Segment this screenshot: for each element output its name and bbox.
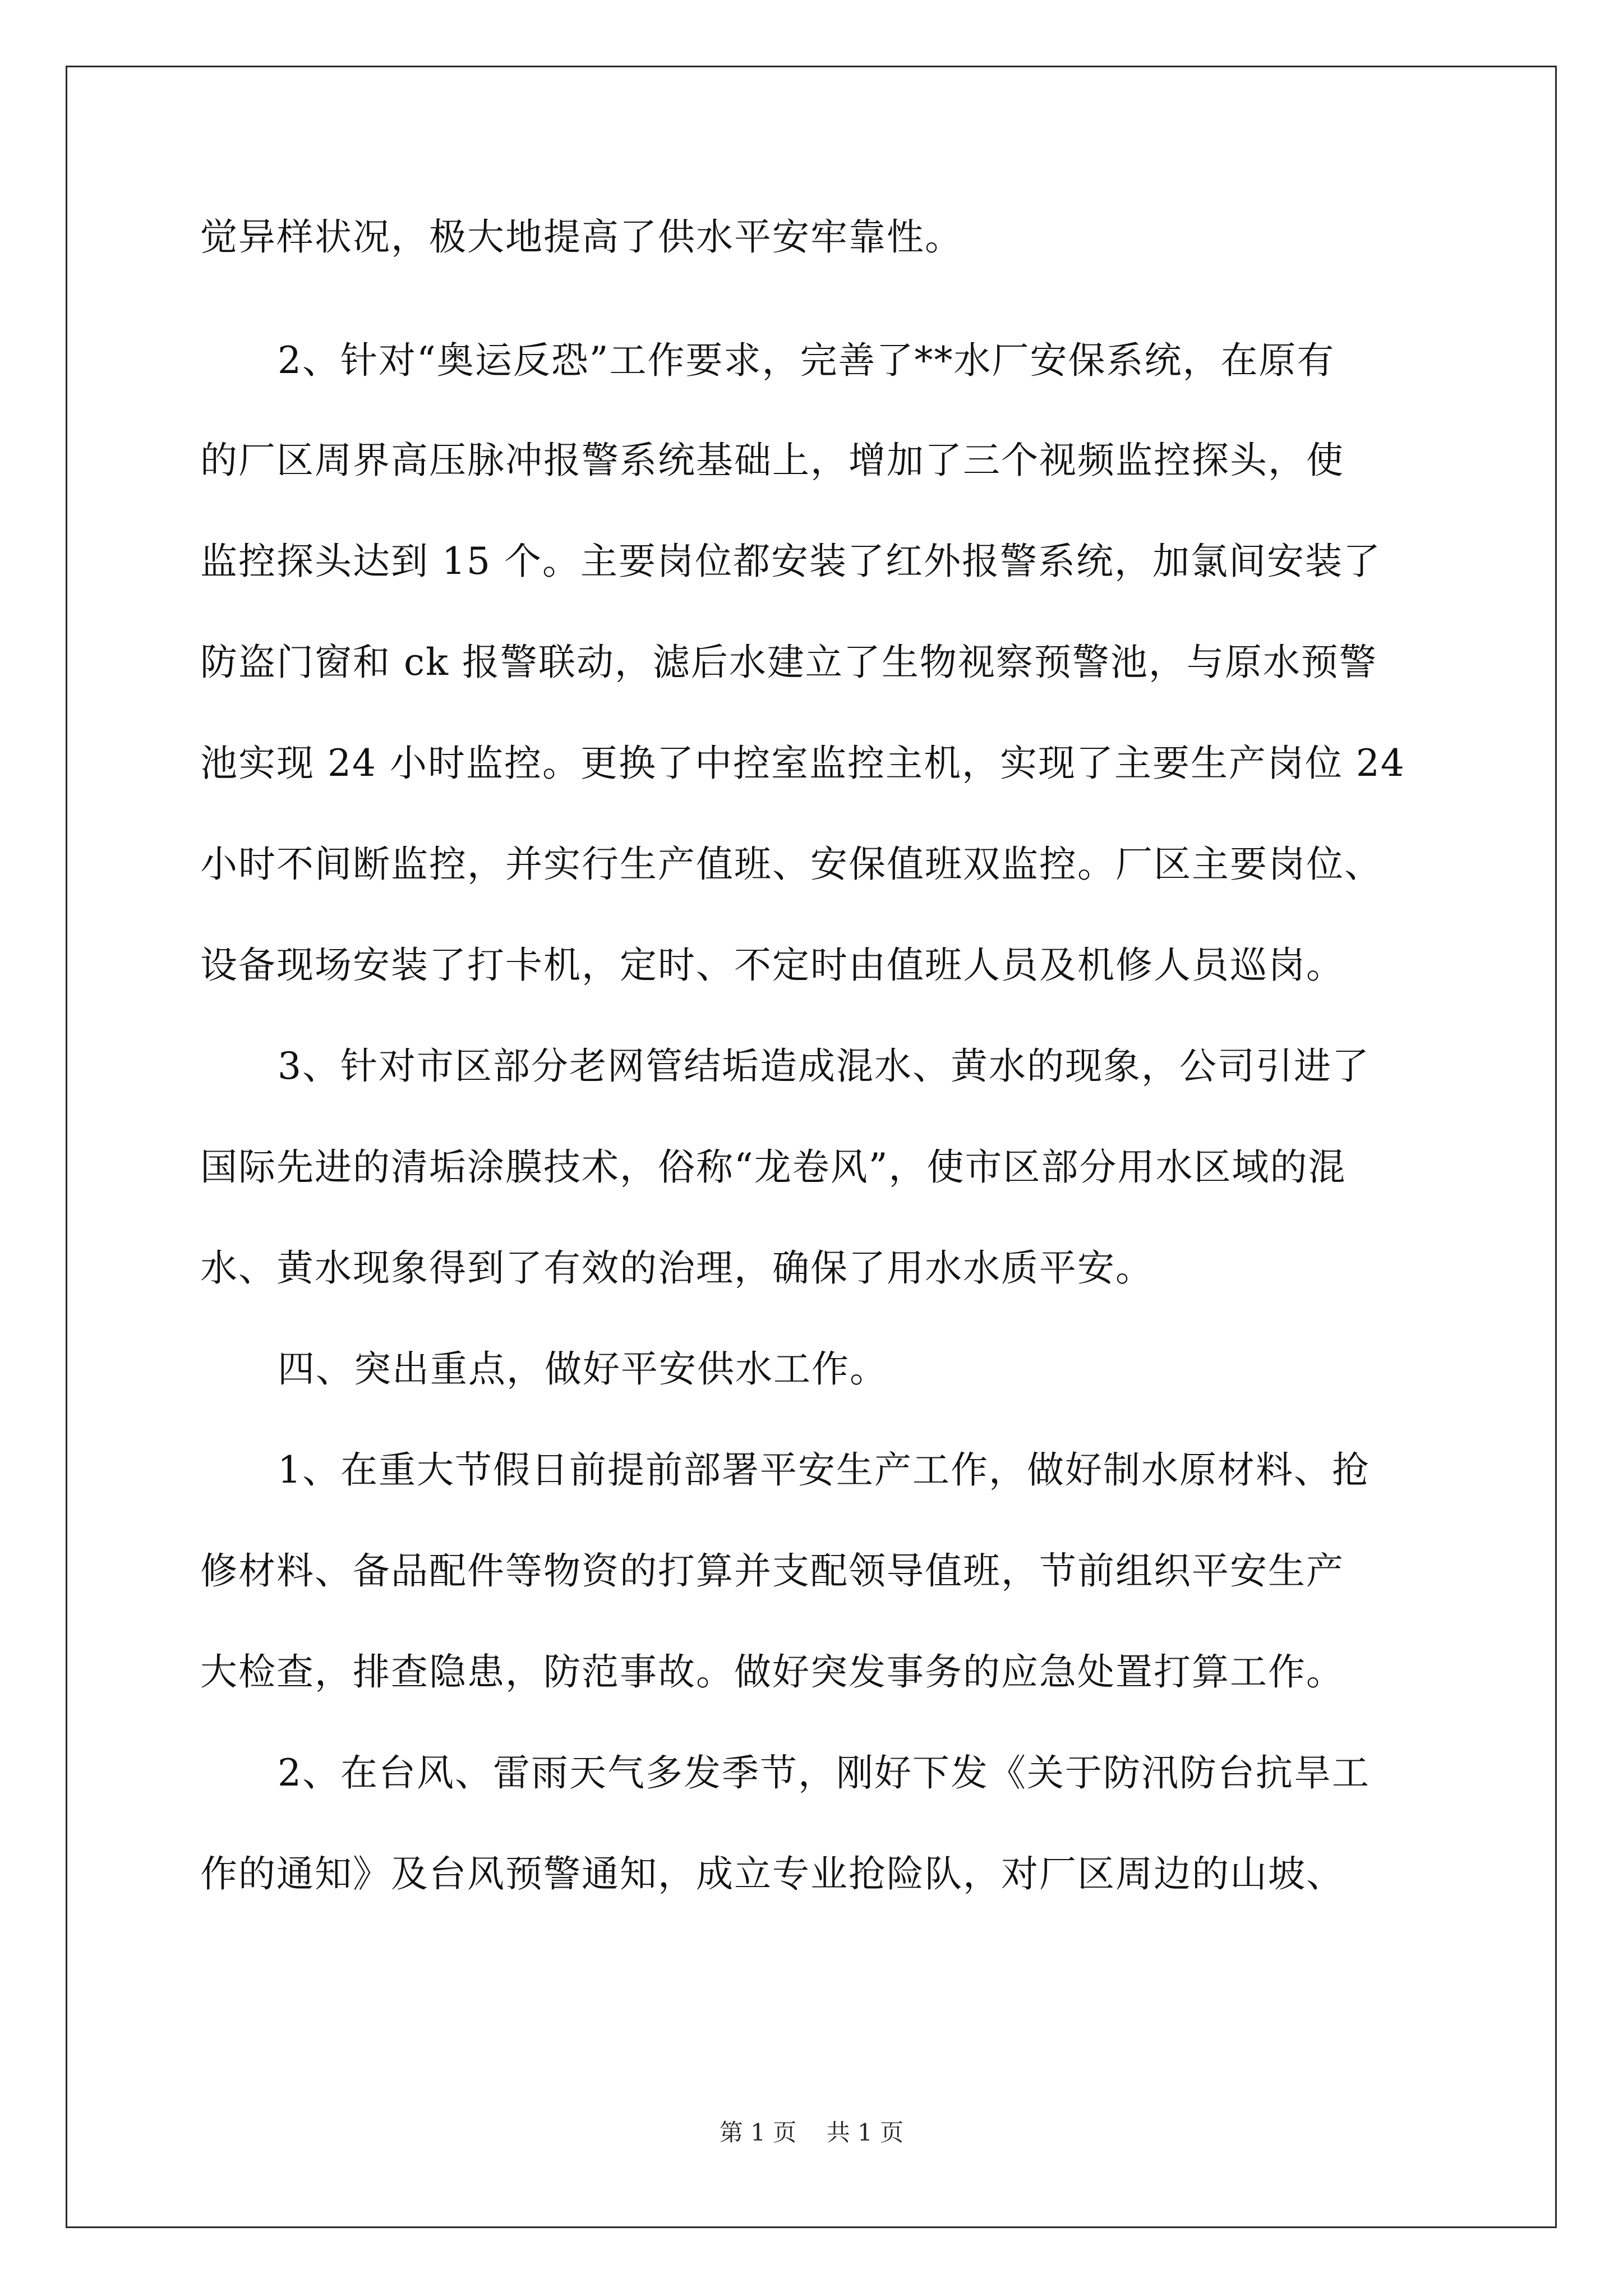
section-heading: 四、突出重点，做好平安供水工作。: [278, 1347, 888, 1391]
page-footer: 第 1 页 共 1 页: [719, 2119, 904, 2146]
text-line: 小时不间断监控，并实行生产值班、安保值班双监控。厂区主要岗位、: [200, 843, 1382, 886]
paragraph-start: 2、在台风、雷雨天气多发季节，刚好下发《关于防汛防台抗旱工: [278, 1751, 1370, 1795]
text-line: 修材料、备品配件等物资的打算并支配领导值班，节前组织平安生产: [200, 1549, 1344, 1593]
text-line: 池实现 24 小时监控。更换了中控室监控主机，实现了主要生产岗位 24: [200, 742, 1405, 785]
text-line: 防盗门窗和 ck 报警联动，滤后水建立了生物视察预警池，与原水预警: [200, 641, 1377, 684]
paragraph-start: 2、针对“奥运反恐”工作要求，完善了**水厂安保系统，在原有: [278, 339, 1335, 382]
text-line: 作的通知》及台风预警通知，成立专业抢险队，对厂区周边的山坡、: [200, 1852, 1344, 1895]
text-line: 大检查，排查隐患，防范事故。做好突发事务的应急处置打算工作。: [200, 1650, 1344, 1694]
text-line: 觉异样状况，极大地提高了供水平安牢靠性。: [200, 215, 963, 259]
text-line: 设备现场安装了打卡机，定时、不定时由值班人员及机修人员巡岗。: [200, 944, 1344, 987]
text-line: 水、黄水现象得到了有效的治理，确保了用水水质平安。: [200, 1246, 1154, 1290]
text-line: 的厂区周界高压脉冲报警系统基础上，增加了三个视频监控探头，使: [200, 439, 1344, 482]
paragraph-start: 1、在重大节假日前提前部署平安生产工作，做好制水原材料、抢: [278, 1448, 1370, 1492]
paragraph-start: 3、针对市区部分老网管结垢造成混水、黄水的现象，公司引进了: [278, 1045, 1370, 1088]
text-line: 监控探头达到 15 个。主要岗位都安装了红外报警系统，加氯间安装了: [200, 540, 1381, 583]
text-line: 国际先进的清垢涂膜技术，俗称“龙卷风”，使市区部分用水区域的混: [200, 1145, 1347, 1189]
